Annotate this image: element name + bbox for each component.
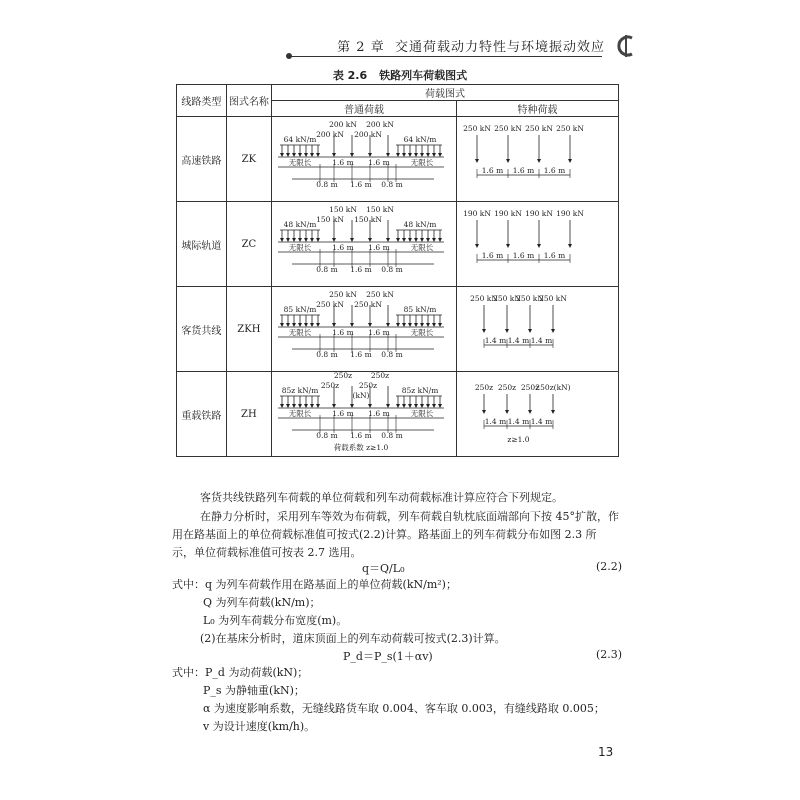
special-spacing-label: 1.6 m [481,251,504,260]
normal-load-cell [271,117,456,202]
spacing-label: 0.8 m [381,431,403,440]
point-load-label: 150 kN [329,205,357,214]
spacing-label: 0.8 m [381,350,403,359]
spacing-label: 0.8 m [316,350,338,359]
diagram-name-cell: ZC [226,202,271,287]
special-load-label: 250 kN [494,124,522,133]
where-3: L₀ 为列车荷载分布宽度(m)。 [203,614,348,627]
spacing-label: 0.8 m [316,180,338,189]
special-spacing-label: 1.4 m [484,336,507,345]
dist-load-label: 85 kN/m [283,305,317,314]
unit-label: (kN) [352,391,370,400]
special-load-label: 250z [497,383,517,392]
line-type-cell: 城际轨道 [177,202,227,287]
special-load-diagram [457,372,618,453]
page-number: 13 [598,745,614,759]
special-load-label: 250 kN [493,294,521,303]
point-load-label: 150 kN [316,215,344,224]
infinite-length-label: 无限长 [288,328,312,337]
header-normal: 普通荷载 [271,101,456,117]
special-spacing-label: 1.6 m [481,166,504,175]
spacing-label: 1.6 m [350,350,372,359]
dist-load-label: 48 kN/m [283,220,317,229]
running-header [290,32,640,62]
point-load-label: 250z [333,372,353,380]
special-load-label: 250z(kN) [535,383,571,392]
infinite-length-label: 无限长 [288,243,312,252]
infinite-length-label: 无限长 [288,409,312,418]
paragraph-1: 客货共线铁路列车荷载的单位荷载和列车动荷载标准计算应符合下列规定。 [200,491,563,504]
spacing-label: 1.6 m [350,265,372,274]
special-spacing-label: 1.4 m [507,417,530,426]
line-type-cell: 重载铁路 [177,372,227,457]
dist-load-label: 64 kN/m [403,135,437,144]
point-load-label: 250 kN [366,290,394,299]
normal-load-cell [271,287,456,372]
special-spacing-label: 1.4 m [530,336,553,345]
header-dot [286,53,292,59]
infinite-length-label: 无限长 [410,409,434,418]
point-load-label: 250 kN [354,300,382,309]
special-load-cell [456,287,618,372]
equation-number-2-3: (2.3) [596,648,623,661]
special-load-label: 250 kN [556,124,584,133]
point-load-label: 250 kN [316,300,344,309]
table-row [177,117,619,202]
special-load-label: 250 kN [539,294,567,303]
spacing-label: 1.6 m [368,409,390,418]
spacing-label: 1.6 m [368,243,390,252]
special-spacing-label: 1.6 m [512,251,535,260]
table-row [177,287,619,372]
spacing-label: 0.8 m [381,265,403,274]
table-row [177,372,619,457]
special-spacing-label: 1.4 m [507,336,530,345]
where-1: 式中：q 为列车荷载作用在路基面上的单位荷载(kN/m²)； [172,578,457,591]
spacing-label: 1.6 m [332,328,354,337]
special-coefficient-label: z≥1.0 [507,435,530,444]
equation-number-2-2: (2.2) [596,560,623,573]
spacing-label: 1.6 m [332,243,354,252]
special-load-label: 250z [520,383,540,392]
normal-load-diagram [272,372,456,453]
header-special: 特种荷载 [456,101,618,117]
chapter-logo-icon [612,32,640,60]
point-load-label: 150 kN [366,205,394,214]
point-load-label: 250z [320,381,340,390]
special-load-label: 250 kN [463,124,491,133]
special-load-cell [456,202,618,287]
special-load-label: 250 kN [470,294,498,303]
normal-load-diagram [272,287,456,368]
spacing-label: 1.6 m [350,431,372,440]
special-load-label: 190 kN [494,209,522,218]
spacing-label: 0.8 m [316,265,338,274]
diagram-name-cell: ZKH [226,287,271,372]
header-diagram: 荷载图式 [271,85,618,101]
infinite-length-label: 无限长 [410,328,434,337]
special-spacing-label: 1.6 m [543,251,566,260]
special-load-diagram [457,117,618,198]
spacing-label: 0.8 m [381,180,403,189]
load-diagram-table [176,84,619,457]
special-load-diagram [457,287,618,368]
where-5: P_s 为静轴重(kN)； [203,684,305,697]
point-load-label: 200 kN [329,120,357,129]
infinite-length-label: 无限长 [410,158,434,167]
special-load-label: 250 kN [516,294,544,303]
point-load-label: 200 kN [366,120,394,129]
spacing-label: 1.6 m [332,158,354,167]
infinite-length-label: 无限长 [288,158,312,167]
header-diagram-name: 图式名称 [226,85,271,117]
normal-load-cell [271,202,456,287]
equation-2-3: P_d＝P_s(1＋αv) [343,650,433,663]
spacing-label: 1.6 m [368,158,390,167]
point-load-label: 250z [370,372,390,380]
normal-load-diagram [272,202,456,283]
point-load-label: 150 kN [354,215,382,224]
point-load-label: 200 kN [316,130,344,139]
paragraph-2b: 用在路基面上的单位荷载标准值可按式(2.2)计算。路基面上的列车荷载分布如图 2.3 所 [172,528,597,541]
spacing-label: 1.6 m [332,409,354,418]
where-2: Q 为列车荷载(kN/m)； [203,596,321,609]
infinite-length-label: 无限长 [410,243,434,252]
where-6: α 为速度影响系数，无缝线路货车取 0.004、客车取 0.003，有缝线路取 0.005； [203,702,605,715]
dist-load-label: 48 kN/m [403,220,437,229]
normal-load-cell [271,372,456,457]
dist-load-label: 85 kN/m [403,305,437,314]
spacing-label: 0.8 m [316,431,338,440]
spacing-label: 1.6 m [368,328,390,337]
special-load-label: 190 kN [463,209,491,218]
paragraph-2c: 示，单位荷载标准值可按表 2.7 选用。 [172,546,362,559]
where-4: 式中：P_d 为动荷载(kN)； [172,666,309,679]
line-type-cell: 客货共线 [177,287,227,372]
special-load-cell [456,372,618,457]
line-type-cell: 高速铁路 [177,117,227,202]
header-line-type: 线路类型 [177,85,227,117]
diagram-name-cell: ZK [226,117,271,202]
dist-load-label: 85z kN/m [281,386,319,395]
special-spacing-label: 1.6 m [512,166,535,175]
header-title: 第 2 章 交通荷载动力特性与环境振动效应 [337,40,605,55]
special-load-label: 250z [474,383,494,392]
spacing-label: 1.6 m [350,180,372,189]
where-7: v 为设计速度(km/h)。 [203,720,316,733]
table-row [177,202,619,287]
point-load-label: 200 kN [354,130,382,139]
point-load-label: 250 kN [329,290,357,299]
paragraph-2a: 在静力分析时，采用列车等效为布荷载，列车荷载自轨枕底面端部向下按 45°扩散，作 [200,510,619,523]
special-load-cell [456,117,618,202]
special-load-diagram [457,202,618,283]
point-load-label: 250z [358,381,378,390]
paragraph-3: (2)在基床分析时，道床顶面上的列车动荷载可按式(2.3)计算。 [200,632,506,645]
header-rule [290,56,602,57]
special-spacing-label: 1.6 m [543,166,566,175]
dist-load-label: 85z kN/m [401,386,439,395]
table-caption: 表 2.6 铁路列车荷载图式 [332,69,468,82]
load-coefficient-label: 荷载系数 z≥1.0 [333,443,389,452]
dist-load-label: 64 kN/m [283,135,317,144]
special-spacing-label: 1.4 m [530,417,553,426]
diagram-name-cell: ZH [226,372,271,457]
equation-2-2: q＝Q/L₀ [362,562,405,575]
special-load-label: 190 kN [556,209,584,218]
special-load-label: 190 kN [525,209,553,218]
special-load-label: 250 kN [525,124,553,133]
normal-load-diagram [272,117,456,198]
special-spacing-label: 1.4 m [484,417,507,426]
